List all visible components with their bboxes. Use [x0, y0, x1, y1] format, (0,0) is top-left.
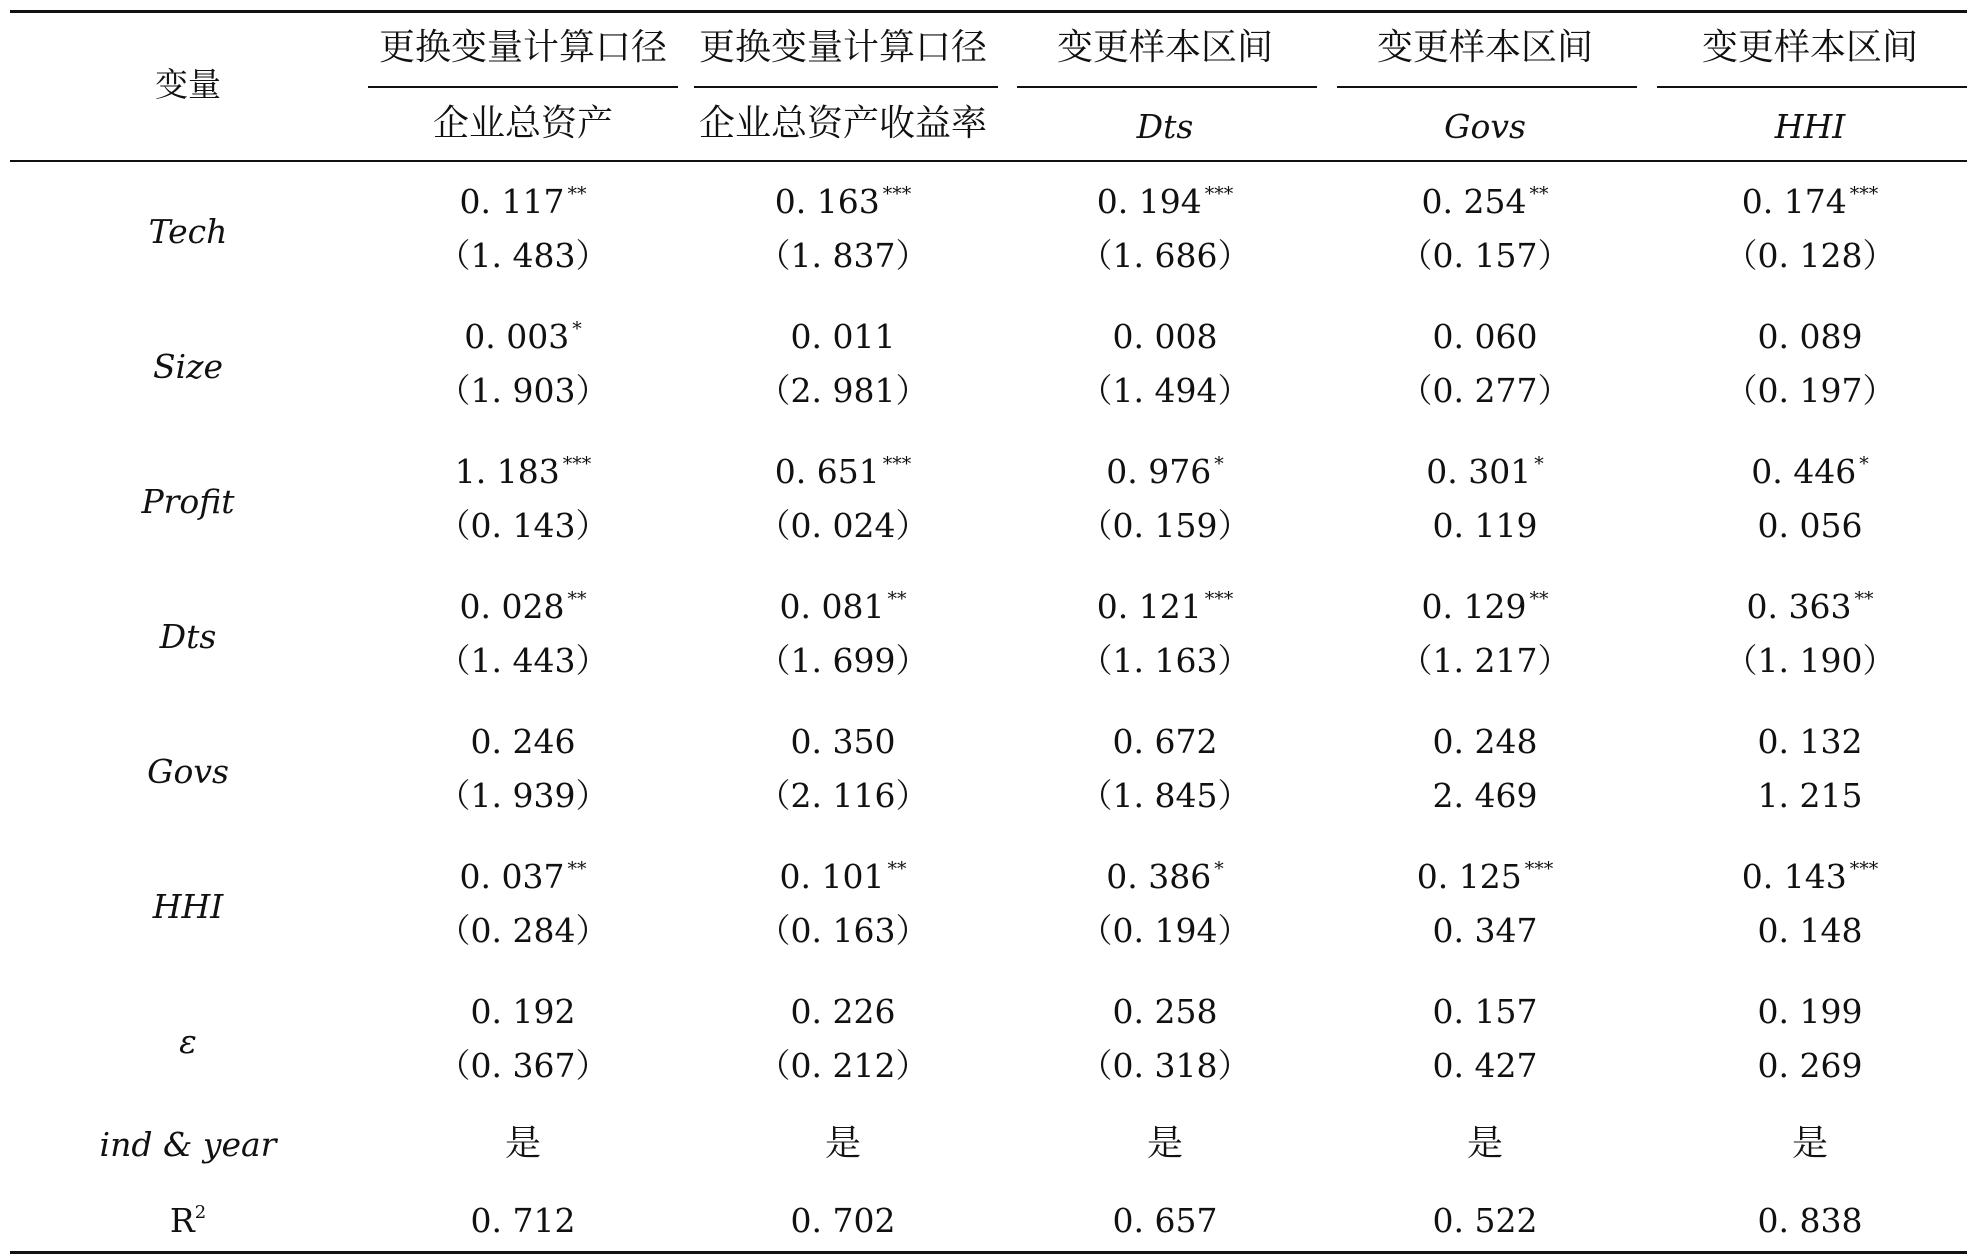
coef-value: 0. 129: [1421, 587, 1527, 626]
se-cell: 0. 347: [1432, 911, 1538, 950]
controls-cell: 是: [1791, 1123, 1828, 1164]
row-label-r2: [88, 1201, 288, 1240]
significance-stars: *: [1214, 453, 1224, 475]
header-col-2-sub: 企业总资产收益率: [698, 103, 987, 144]
row-label: Size: [152, 347, 224, 386]
coef-cell: [1660, 992, 1960, 1031]
header-bottom-rule: [10, 160, 1967, 162]
se-cell: 0. 427: [1432, 1046, 1538, 1085]
significance-stars: **: [887, 588, 907, 610]
controls-cell: 是: [824, 1123, 861, 1164]
coef-cell: [373, 992, 673, 1031]
coef-value: 0. 386: [1106, 857, 1212, 896]
coef-value: 0. 121: [1096, 587, 1202, 626]
row-label: HHI: [152, 887, 224, 926]
se-cell: （2. 116）: [757, 776, 929, 815]
coef-value: 0. 651: [774, 452, 880, 491]
coef-cell: [1335, 182, 1635, 221]
coef-cell: [1660, 587, 1960, 626]
coef-value: 0. 446: [1751, 452, 1857, 491]
coef-cell: [1660, 317, 1960, 356]
controls-cell: 是: [1466, 1123, 1503, 1164]
r2-cell: 0. 712: [470, 1201, 576, 1240]
se-cell: （1. 483）: [437, 236, 609, 275]
header-col-4-rule: [1337, 86, 1637, 88]
coef-cell: [693, 182, 993, 221]
header-col-4-sub: Govs: [1444, 107, 1526, 146]
se-cell: （1. 686）: [1079, 236, 1251, 275]
header-col-2-rule: [694, 86, 998, 88]
se-cell: （0. 277）: [1399, 371, 1571, 410]
significance-stars: ***: [882, 183, 912, 205]
se-cell: （0. 159）: [1079, 506, 1251, 545]
coef-cell: [1015, 722, 1315, 761]
row-label: Govs: [147, 752, 229, 791]
coef-cell: [1015, 992, 1315, 1031]
se-cell: 2. 469: [1432, 776, 1538, 815]
coef-cell: [693, 452, 993, 491]
coef-cell: [1015, 452, 1315, 491]
significance-stars: *: [1859, 453, 1869, 475]
se-cell: （0. 128）: [1724, 236, 1896, 275]
significance-stars: ***: [882, 453, 912, 475]
r2-cell: 0. 702: [790, 1201, 896, 1240]
coef-value: 0. 976: [1106, 452, 1212, 491]
coef-value: 1. 183: [454, 452, 560, 491]
coef-value: 0. 254: [1421, 182, 1527, 221]
controls-cell: 是: [1146, 1123, 1183, 1164]
coef-value: 0. 174: [1741, 182, 1847, 221]
coef-value: 0. 117: [459, 182, 565, 221]
se-cell: （0. 024）: [757, 506, 929, 545]
header-col-4-top: 变更样本区间: [1376, 27, 1593, 68]
se-cell: （0. 367）: [437, 1046, 609, 1085]
header-col-3-sub: Dts: [1136, 107, 1194, 146]
significance-stars: **: [567, 183, 587, 205]
significance-stars: *: [1214, 858, 1224, 880]
coef-cell: [1660, 182, 1960, 221]
coef-cell: [693, 317, 993, 356]
significance-stars: *: [1534, 453, 1544, 475]
coef-cell: [693, 587, 993, 626]
se-cell: 1. 215: [1757, 776, 1863, 815]
coef-value: 0. 199: [1757, 992, 1863, 1031]
r2-label: R: [169, 1201, 195, 1240]
header-col-1-sub: 企业总资产: [432, 103, 613, 144]
coef-cell: [373, 317, 673, 356]
header-col-5-rule: [1657, 86, 1967, 88]
se-cell: 0. 119: [1432, 506, 1538, 545]
controls-cell: 是: [504, 1123, 541, 1164]
coef-value: 0. 350: [790, 722, 896, 761]
se-cell: （0. 143）: [437, 506, 609, 545]
se-cell: 0. 269: [1757, 1046, 1863, 1085]
header-col-3-top: 变更样本区间: [1056, 27, 1273, 68]
se-cell: （1. 217）: [1399, 641, 1571, 680]
header-col-1-top: 更换变量计算口径: [378, 27, 667, 68]
coef-cell: [1335, 992, 1635, 1031]
coef-value: 0. 008: [1112, 317, 1218, 356]
se-cell: （1. 494）: [1079, 371, 1251, 410]
coef-value: 0. 101: [779, 857, 885, 896]
significance-stars: ***: [562, 453, 592, 475]
coef-value: 0. 194: [1096, 182, 1202, 221]
coef-cell: [1015, 587, 1315, 626]
header-col-3-rule: [1017, 86, 1317, 88]
significance-stars: **: [567, 858, 587, 880]
se-cell: （0. 194）: [1079, 911, 1251, 950]
significance-stars: **: [1854, 588, 1874, 610]
row-label: Profit: [141, 482, 235, 521]
se-cell: （1. 699）: [757, 641, 929, 680]
significance-stars: ***: [1849, 858, 1879, 880]
se-cell: （1. 903）: [437, 371, 609, 410]
se-cell: 0. 148: [1757, 911, 1863, 950]
coef-cell: [1335, 587, 1635, 626]
se-cell: （0. 163）: [757, 911, 929, 950]
significance-stars: *: [572, 318, 582, 340]
se-cell: （0. 318）: [1079, 1046, 1251, 1085]
row-label: Tech: [148, 212, 228, 251]
se-cell: （1. 163）: [1079, 641, 1251, 680]
coef-value: 0. 672: [1112, 722, 1218, 761]
se-cell: （0. 157）: [1399, 236, 1571, 275]
coef-cell: [1335, 857, 1635, 896]
coef-value: 0. 037: [459, 857, 565, 896]
coef-value: 0. 011: [790, 317, 896, 356]
bottom-rule: [10, 1251, 1967, 1254]
se-cell: （1. 845）: [1079, 776, 1251, 815]
coef-value: 0. 301: [1426, 452, 1532, 491]
significance-stars: ***: [1849, 183, 1879, 205]
coef-cell: [1335, 317, 1635, 356]
header-variable-label: 变量: [155, 65, 221, 104]
coef-cell: [373, 587, 673, 626]
coef-cell: [1660, 857, 1960, 896]
header-col-5-top: 变更样本区间: [1701, 27, 1918, 68]
significance-stars: **: [567, 588, 587, 610]
coef-value: 0. 060: [1432, 317, 1538, 356]
coef-value: 0. 246: [470, 722, 576, 761]
coef-value: 0. 226: [790, 992, 896, 1031]
coef-value: 0. 003: [464, 317, 570, 356]
coef-value: 0. 125: [1416, 857, 1522, 896]
significance-stars: ***: [1524, 858, 1554, 880]
se-cell: （0. 284）: [437, 911, 609, 950]
coef-cell: [1015, 857, 1315, 896]
coef-value: 0. 192: [470, 992, 576, 1031]
coef-cell: [373, 182, 673, 221]
r2-cell: 0. 522: [1432, 1201, 1538, 1240]
row-label-controls: ind & year: [99, 1125, 277, 1164]
se-cell: （1. 939）: [437, 776, 609, 815]
significance-stars: **: [1529, 183, 1549, 205]
coef-cell: [1660, 452, 1960, 491]
coef-cell: [1015, 182, 1315, 221]
coef-value: 0. 248: [1432, 722, 1538, 761]
significance-stars: **: [1529, 588, 1549, 610]
coef-value: 0. 258: [1112, 992, 1218, 1031]
coef-value: 0. 089: [1757, 317, 1863, 356]
coef-cell: [373, 722, 673, 761]
coef-cell: [1660, 722, 1960, 761]
coef-value: 0. 143: [1741, 857, 1847, 896]
coef-cell: [1335, 722, 1635, 761]
coef-cell: [693, 857, 993, 896]
coef-value: 0. 132: [1757, 722, 1863, 761]
significance-stars: ***: [1204, 183, 1234, 205]
coef-cell: [1015, 317, 1315, 356]
top-rule: [10, 10, 1967, 13]
se-cell: （1. 190）: [1724, 641, 1896, 680]
header-col-5-sub: HHI: [1774, 107, 1846, 146]
coef-cell: [373, 452, 673, 491]
coef-value: 0. 081: [779, 587, 885, 626]
coef-value: 0. 163: [774, 182, 880, 221]
coef-value: 0. 028: [459, 587, 565, 626]
r2-cell: 0. 657: [1112, 1201, 1218, 1240]
se-cell: 0. 056: [1757, 506, 1863, 545]
coef-cell: [373, 857, 673, 896]
coef-value: 0. 157: [1432, 992, 1538, 1031]
header-col-2-top: 更换变量计算口径: [698, 27, 987, 68]
r2-cell: 0. 838: [1757, 1201, 1863, 1240]
se-cell: （1. 837）: [757, 236, 929, 275]
header-col-1-rule: [368, 86, 678, 88]
row-label: Dts: [159, 617, 217, 656]
se-cell: （0. 212）: [757, 1046, 929, 1085]
significance-stars: **: [887, 858, 907, 880]
coef-cell: [693, 722, 993, 761]
coef-value: 0. 363: [1746, 587, 1852, 626]
significance-stars: ***: [1204, 588, 1234, 610]
coef-cell: [693, 992, 993, 1031]
r2-superscript: 2: [194, 1202, 207, 1223]
se-cell: （2. 981）: [757, 371, 929, 410]
se-cell: （1. 443）: [437, 641, 609, 680]
row-label: ε: [179, 1022, 197, 1061]
se-cell: （0. 197）: [1724, 371, 1896, 410]
coef-cell: [1335, 452, 1635, 491]
